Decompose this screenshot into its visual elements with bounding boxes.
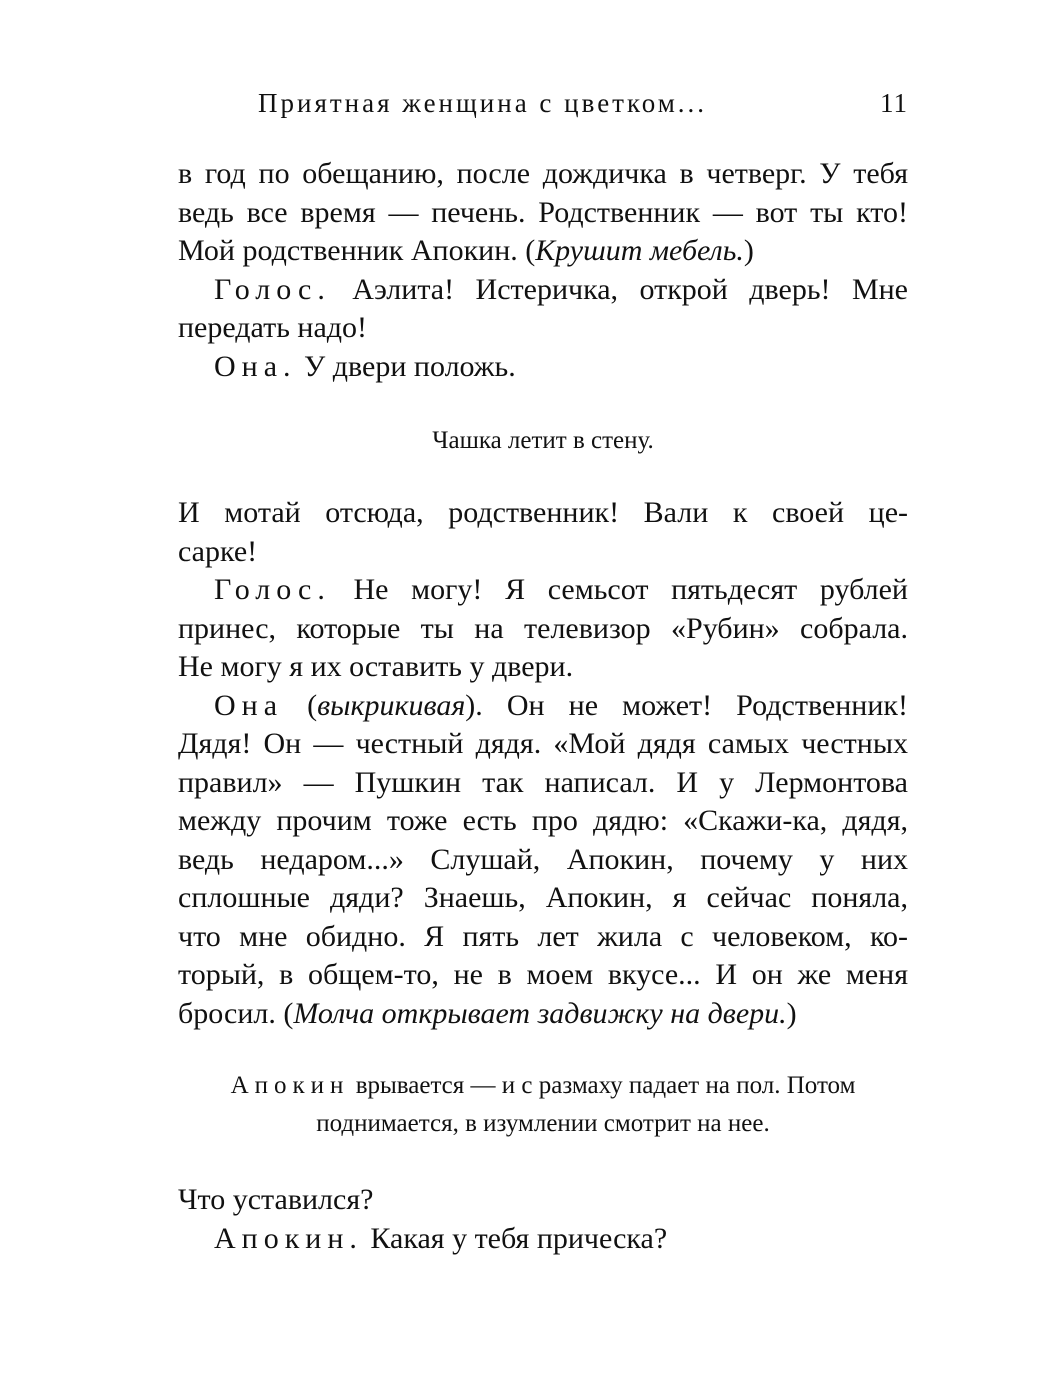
page-number: 11 [880,88,908,118]
text-line: сплошные дяди? Знаешь, Апокин, я сейчас поняла, [178,881,908,914]
text-line: ведь все время — печень. Родственник — вот ты кто! [178,195,908,229]
body-text [178,155,908,1258]
text-line: Она. У двери положь. [214,349,516,383]
text-line: Она (выкрикивая). Он не может! Родственник! [214,688,908,722]
text-line: Не могу я их оставить у двери. [178,650,574,683]
speaker-name: Голос. [214,272,331,306]
text-line: Дядя! Он — честный дядя. «Мой дядя самых честных [178,727,908,760]
text-line: что мне обидно. Я пять лет жила с человеком, ко- [178,919,908,953]
text-line: Голос. Аэлита! Истеричка, открой дверь! Мне [214,272,908,306]
text-line: передать надо! [178,311,368,344]
stage-direction: Чашка летит в стену. [432,427,654,454]
text-line: принес, которые ты на телевизор «Рубин» собрала. [178,611,908,645]
text-line: между прочим тоже есть про дядю: «Скажи-ка, дядя, [178,804,908,837]
text-line: бросил. (Молча открывает задвижку на двери.) [178,996,797,1030]
text-line: ведь недаром...» Слушай, Апокин, почему у них [178,842,908,876]
speaker-name: Она [214,688,284,722]
stage-direction-inline: выкрикивая [317,688,466,722]
text-line: в год по обещанию, после дождичка в четверг. У тебя [178,157,908,190]
running-title: Приятная женщина с цветком... [258,88,708,118]
text-line: Голос. Не могу! Я семьсот пятьдесят рублей [214,573,908,606]
text-line: Апокин. Какая у тебя прическа? [214,1221,668,1255]
speaker-name: Апокин. [214,1221,363,1255]
speaker-name: Она. [214,349,297,383]
speaker-name: Голос. [214,573,331,606]
text-line: И мотай отсюда, родственник! Вали к своей це- [178,496,908,529]
stage-direction-inline: Крушит мебель. [535,234,744,267]
text-line: Что уставился? [178,1183,374,1216]
text-line: Мой родственник Апокин. (Крушит мебель.) [178,234,754,267]
text-line: сарке! [178,534,258,568]
stage-direction: Апокин врывается — и с размаху падает на пол. Потом [230,1072,856,1099]
stage-direction: поднимается, в изумлении смотрит на нее. [316,1110,770,1137]
text-line: правил» — Пушкин так написал. И у Лермонтова [178,765,908,799]
stage-direction-inline: Молча открывает задвижку на двери. [293,996,787,1030]
text-line: торый, в общем-то, не в моем вкусе... И он же меня [178,958,908,991]
speaker-name: Апокин [230,1072,350,1099]
running-header [258,88,908,128]
